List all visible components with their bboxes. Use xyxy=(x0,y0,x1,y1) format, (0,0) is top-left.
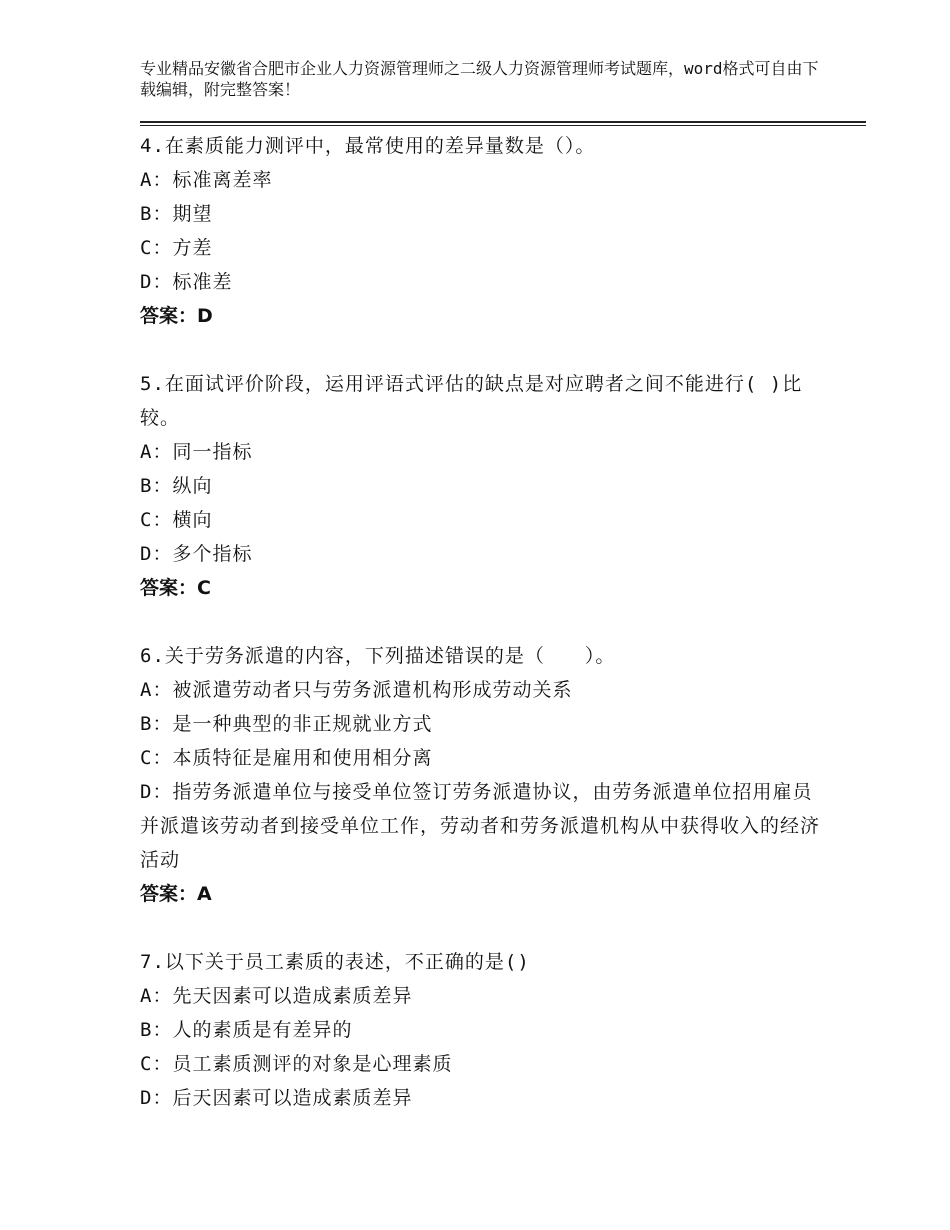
question-6 xyxy=(140,639,820,911)
option-d: D：标准差 xyxy=(140,271,233,293)
option-a: A：先天因素可以造成素质差异 xyxy=(140,985,413,1007)
answer-line xyxy=(140,299,820,333)
question-7 xyxy=(140,945,820,1115)
answer-value: C xyxy=(197,577,211,599)
option-c: C：员工素质测评的对象是心理素质 xyxy=(140,1053,453,1075)
answer-line xyxy=(140,877,820,911)
header-rule-thick xyxy=(140,121,866,123)
document-header: 专业精品安徽省合肥市企业人力资源管理师之二级人力资源管理师考试题库，word格式可自由下载编辑，附完整答案！ xyxy=(140,59,819,99)
option-a: A：被派遣劳动者只与劳务派遣机构形成劳动关系 xyxy=(140,679,573,701)
option-d: D：后天因素可以造成素质差异 xyxy=(140,1087,413,1109)
option-a: A：标准离差率 xyxy=(140,169,273,191)
question-stem: 6.关于劳务派遣的内容，下列描述错误的是（ ）。 xyxy=(140,645,616,667)
question-stem: 5.在面试评价阶段，运用评语式评估的缺点是对应聘者之间不能进行( )比较。 xyxy=(140,373,803,429)
answer-label: 答案： xyxy=(140,305,198,327)
question-stem: 7.以下关于员工素质的表述，不正确的是() xyxy=(140,951,530,973)
option-c: C：本质特征是雇用和使用相分离 xyxy=(140,747,433,769)
header-rule-thin xyxy=(140,125,866,126)
answer-label: 答案： xyxy=(140,577,198,599)
option-b: B：纵向 xyxy=(140,475,213,497)
option-b: B：人的素质是有差异的 xyxy=(140,1019,353,1041)
question-5 xyxy=(140,367,820,605)
answer-value: A xyxy=(197,883,212,905)
option-c: C：方差 xyxy=(140,237,213,259)
option-d: D：指劳务派遣单位与接受单位签订劳务派遣协议，由劳务派遣单位招用雇员并派遣该劳动者到接受单位工作，劳动者和劳务派遣机构从中获得收入的经济活动 xyxy=(140,781,821,871)
answer-line xyxy=(140,571,820,605)
answer-value: D xyxy=(197,305,213,327)
question-4 xyxy=(140,129,820,333)
option-a: A：同一指标 xyxy=(140,441,253,463)
option-d: D：多个指标 xyxy=(140,543,253,565)
answer-label: 答案： xyxy=(140,883,198,905)
option-c: C：横向 xyxy=(140,509,213,531)
question-stem: 4.在素质能力测评中，最常使用的差异量数是（）。 xyxy=(140,135,596,157)
option-b: B：是一种典型的非正规就业方式 xyxy=(140,713,433,735)
question-list xyxy=(140,129,820,1149)
option-b: B：期望 xyxy=(140,203,213,225)
